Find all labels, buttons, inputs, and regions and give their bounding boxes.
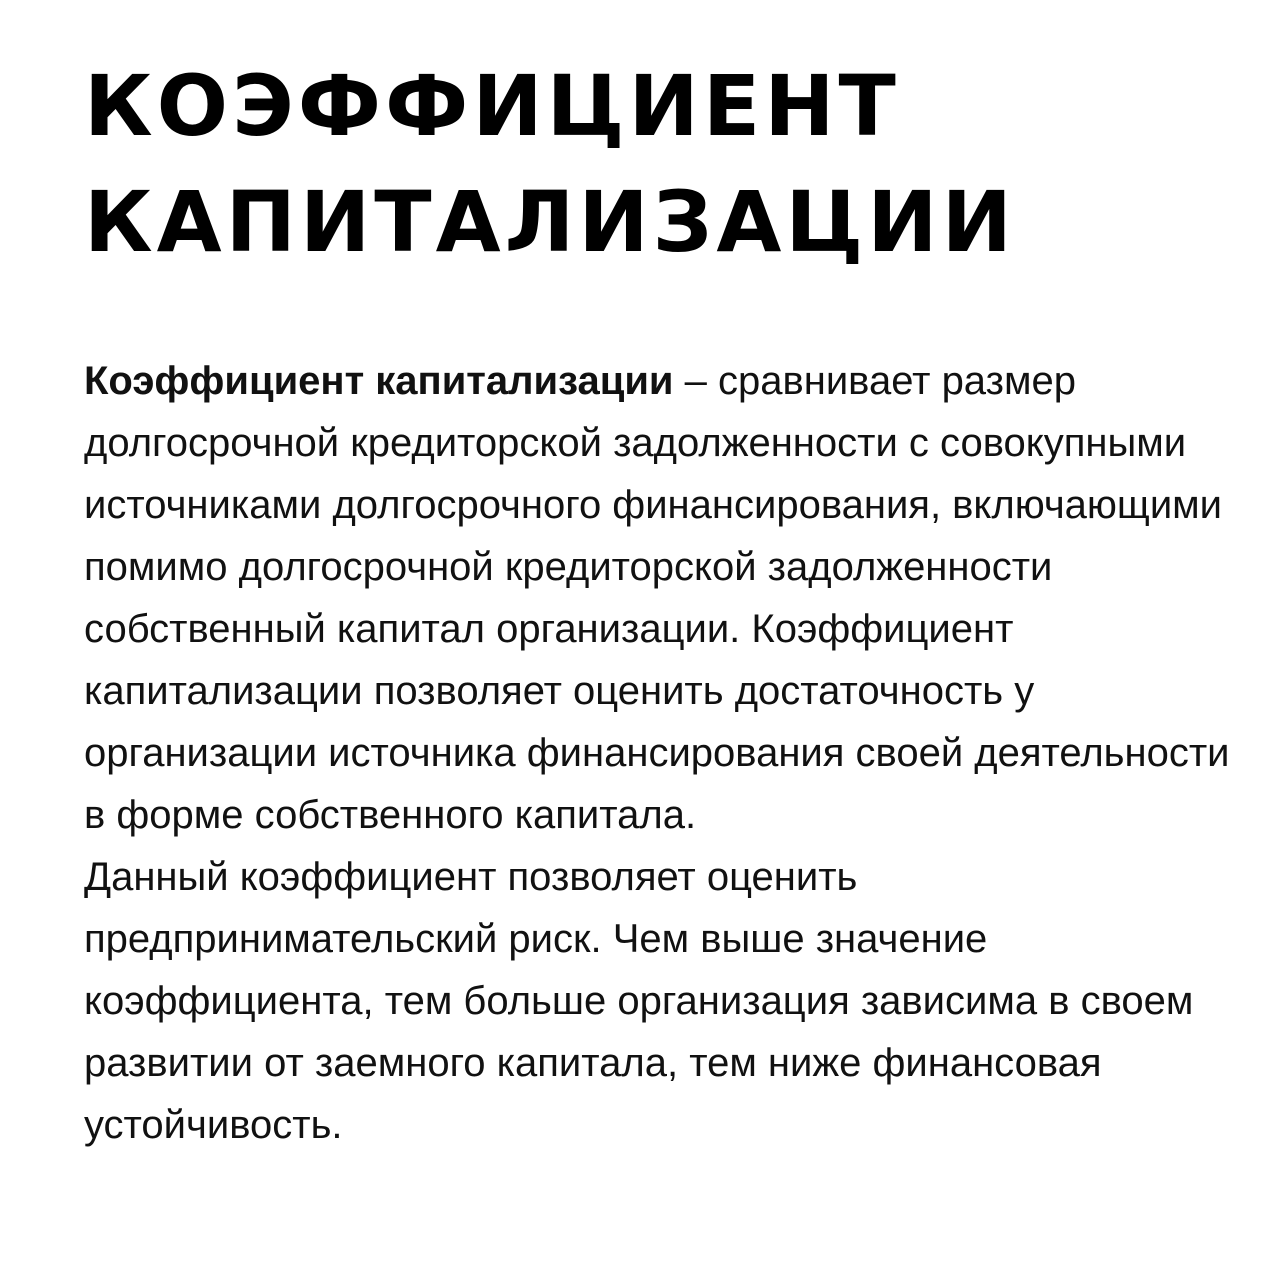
definition-term: Коэффициент капитализации xyxy=(84,359,674,403)
title-line-2: КАПИТАЛИЗАЦИИ xyxy=(84,173,1016,271)
page-title xyxy=(84,48,1016,280)
title-line-1: КОЭФФИЦИЕНТ xyxy=(84,57,900,155)
article-body xyxy=(84,350,1244,1156)
explanation-paragraph: Данный коэффициент позволяет оценить предпринимательский риск. Чем выше значение коэффициента, тем больше организация зависима в своем развитии от заемного капитала, тем ниже финансовая устойчивость. xyxy=(84,855,1194,1147)
definition-paragraph xyxy=(84,350,1244,846)
definition-text: – сравнивает размер долгосрочной кредиторской задолженности с совокупными источниками долгосрочного финансирования, включающими помимо долгосрочной кредиторской задолженности собственный капитал организации. Коэффициент капитализации позволяет оценить достаточность у организации источника финансирования своей деятельности в форме собственного капитала. xyxy=(84,359,1230,837)
